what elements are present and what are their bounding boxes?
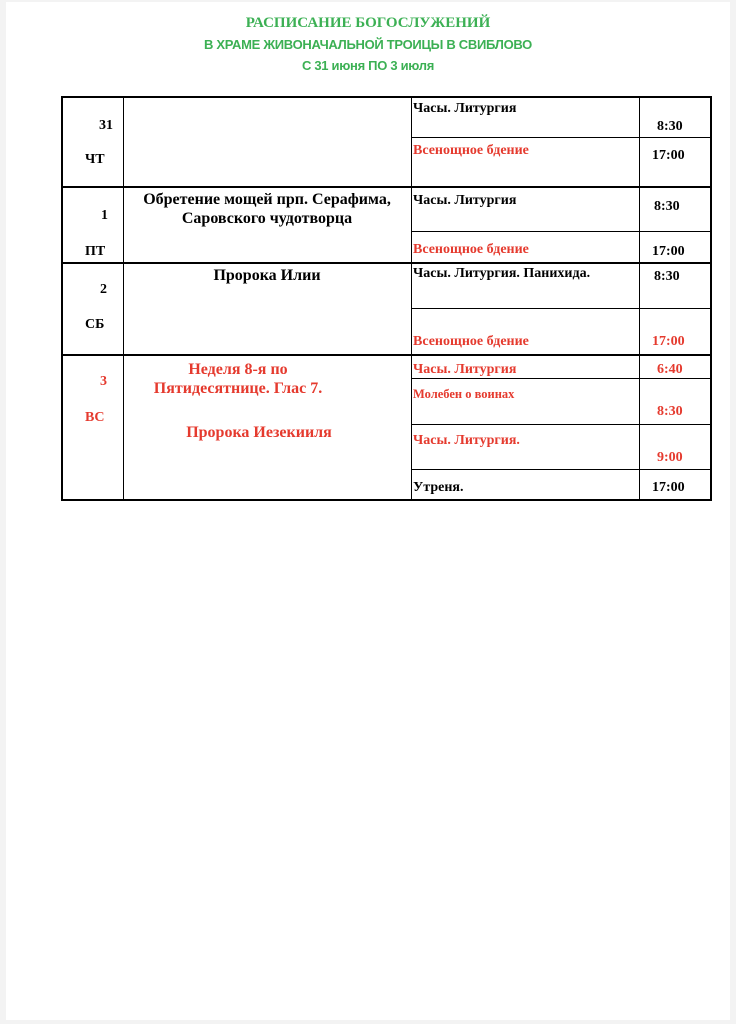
service-time: 17:00 bbox=[652, 480, 685, 495]
service-time: 8:30 bbox=[654, 199, 680, 214]
service-name: Часы. Литургия. Панихида. bbox=[413, 266, 591, 281]
schedule-table bbox=[61, 96, 712, 501]
service-name: Всенощное бдение bbox=[413, 334, 529, 349]
schedule-title: РАСПИСАНИЕ БОГОСЛУЖЕНИЙ bbox=[245, 15, 491, 31]
day-weekday: ВС bbox=[85, 410, 105, 425]
service-name: Всенощное бдение bbox=[413, 242, 529, 257]
day-weekday: ЧТ bbox=[85, 152, 105, 167]
service-name: Всенощное бдение bbox=[413, 143, 529, 158]
feast-name: Обретение мощей прп. Серафима, Саровского чудотворца bbox=[143, 191, 391, 227]
service-name: Часы. Литургия bbox=[413, 101, 517, 116]
service-name: Утреня. bbox=[413, 480, 464, 495]
service-time: 17:00 bbox=[652, 244, 685, 259]
church-name: В ХРАМЕ ЖИВОНАЧАЛЬНОЙ ТРОИЦЫ В СВИБЛОВО bbox=[204, 37, 532, 52]
date-range: С 31 июня ПО 3 июля bbox=[301, 58, 435, 73]
day-date: 3 bbox=[100, 374, 107, 389]
service-name: Часы. Литургия bbox=[413, 193, 517, 208]
day-date: 31 bbox=[99, 118, 113, 133]
service-time: 17:00 bbox=[652, 148, 685, 163]
service-time: 8:30 bbox=[657, 119, 683, 134]
service-name: Часы. Литургия. bbox=[413, 433, 520, 448]
feast-name-secondary: Пророка Иезекииля bbox=[186, 424, 332, 441]
service-time: 8:30 bbox=[654, 269, 680, 284]
day-date: 2 bbox=[100, 282, 107, 297]
day-weekday: СБ bbox=[85, 317, 105, 332]
service-time: 9:00 bbox=[657, 450, 683, 465]
day-date: 1 bbox=[101, 208, 108, 223]
service-time: 17:00 bbox=[652, 334, 685, 349]
service-name: Молебен о воинах bbox=[413, 387, 515, 401]
service-time: 8:30 bbox=[657, 404, 683, 419]
service-name: Часы. Литургия bbox=[413, 362, 517, 377]
feast-name: Пророка Илии bbox=[213, 267, 321, 284]
service-time: 6:40 bbox=[657, 362, 683, 377]
feast-name: Неделя 8-я по Пятидесятнице. Глас 7. bbox=[153, 361, 323, 397]
day-weekday: ПТ bbox=[85, 244, 106, 259]
